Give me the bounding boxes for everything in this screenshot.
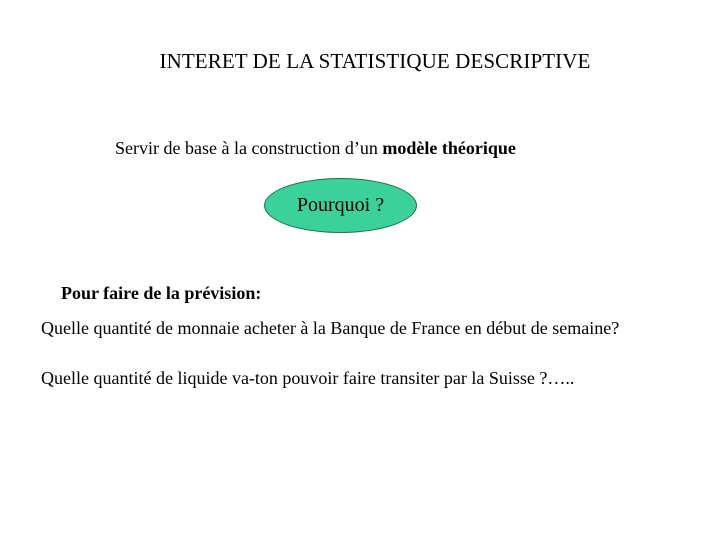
forecast-question-1: Quelle quantité de monnaie acheter à la Banque de France en début de semaine? bbox=[41, 318, 620, 338]
forecast-question-2: Quelle quantité de liquide va-ton pouvoir faire transiter par la Suisse ?….. bbox=[41, 368, 575, 388]
slide-title: INTERET DE LA STATISTIQUE DESCRIPTIVE bbox=[159, 49, 591, 73]
intro-prefix: Servir de base à la construction d’un bbox=[115, 138, 383, 158]
intro-text bbox=[115, 138, 516, 159]
question-ellipse-label: Pourquoi ? bbox=[296, 194, 385, 216]
intro-emphasis: modèle théorique bbox=[382, 138, 516, 158]
forecast-heading: Pour faire de la prévision: bbox=[61, 283, 262, 303]
